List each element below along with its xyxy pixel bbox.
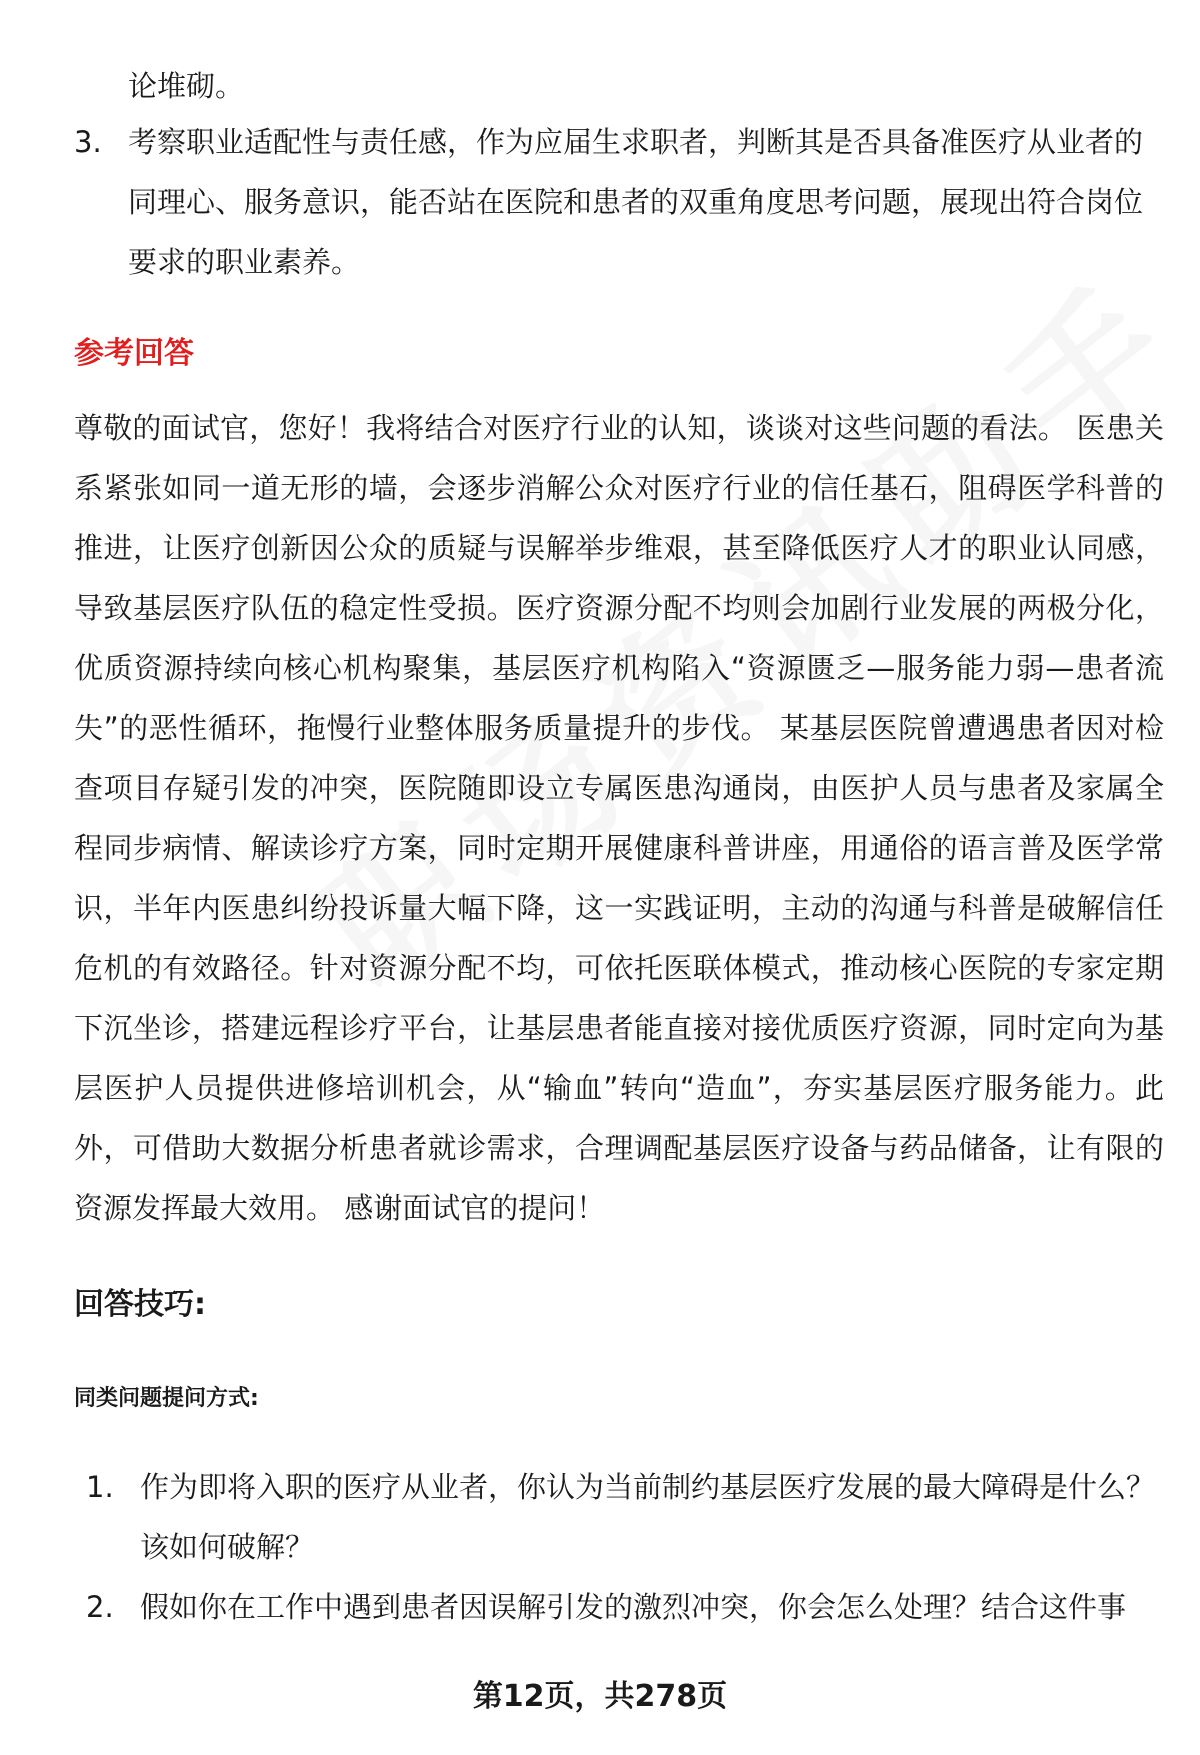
reference-answer-body: 尊敬的面试官，您好！我将结合对医疗行业的认知，谈谈对这些问题的看法。 医患关系紧张如同一道无形的墙，会逐步消解公众对医疗行业的信任基石，阻碍医学科普的推进，让医疗创新因公众的质疑与误解举步维艰，甚至降低医疗人才的职业认同感，导致基层医疗队伍的稳定性受损。医疗资源分配不均则会加剧行业发展的两极分化，优质资源持续向核心机构聚集，基层医疗机构陷入“资源匮乏—服务能力弱—患者流失”的恶性循环，拖慢行业整体服务质量提升的步伐。 某基层医院曾遭遇患者因对检查项目存疑引发的冲突，医院随即设立专属医患沟通岗，由医护人员与患者及家属全程同步病情、解读诊疗方案，同时定期开展健康科普讲座，用通俗的语言普及医学常识，半年内医患纠纷投诉量大幅下降，这一实践证明，主动的沟通与科普是破解信任危机的有效路径。针对资源分配不均，可依托医联体模式，推动核心医院的专家定期下沉坐诊，搭建远程诊疗平台，让基层患者能直接对接优质医疗资源，同时定向为基层医护人员提供进修培训机会，从“输血”转向“造血”，夯实基层医疗服务能力。此外，可借助大数据分析患者就诊需求，合理调配基层医疗设备与药品储备，让有限的资源发挥最大效用。 感谢面试官的提问！ <box>74 411 1164 1225</box>
list-text: 考察职业适配性与责任感，作为应届生求职者，判断其是否具备准医疗从业者的同理心、服务意识，能否站在医院和患者的双重角度思考问题，展现出符合岗位要求的职业素养。 <box>128 125 1144 279</box>
similar-questions-heading: 同类问题提问方式: <box>74 1386 259 1411</box>
list-number: 1. <box>86 1470 114 1504</box>
reference-answer-heading: 参考回答 <box>74 336 194 371</box>
list-item <box>86 1457 1156 1577</box>
list-item <box>74 112 1154 292</box>
list-number: 2. <box>86 1590 114 1624</box>
list-text: 作为即将入职的医疗从业者，你认为当前制约基层医疗发展的最大障碍是什么？该如何破解？ <box>140 1470 1156 1564</box>
list-number: 3. <box>74 125 102 159</box>
page-number-footer: 第12页，共278页 <box>472 1679 728 1714</box>
criteria-list <box>74 112 1154 292</box>
answer-tips-heading: 回答技巧: <box>74 1287 206 1322</box>
list-text: 假如你在工作中遇到患者因误解引发的激烈冲突，你会怎么处理？结合这件事 <box>140 1590 1127 1624</box>
list-item <box>86 1577 1156 1637</box>
similar-questions-list <box>86 1457 1156 1637</box>
continuation-text: 论堆砌。 <box>128 69 245 103</box>
